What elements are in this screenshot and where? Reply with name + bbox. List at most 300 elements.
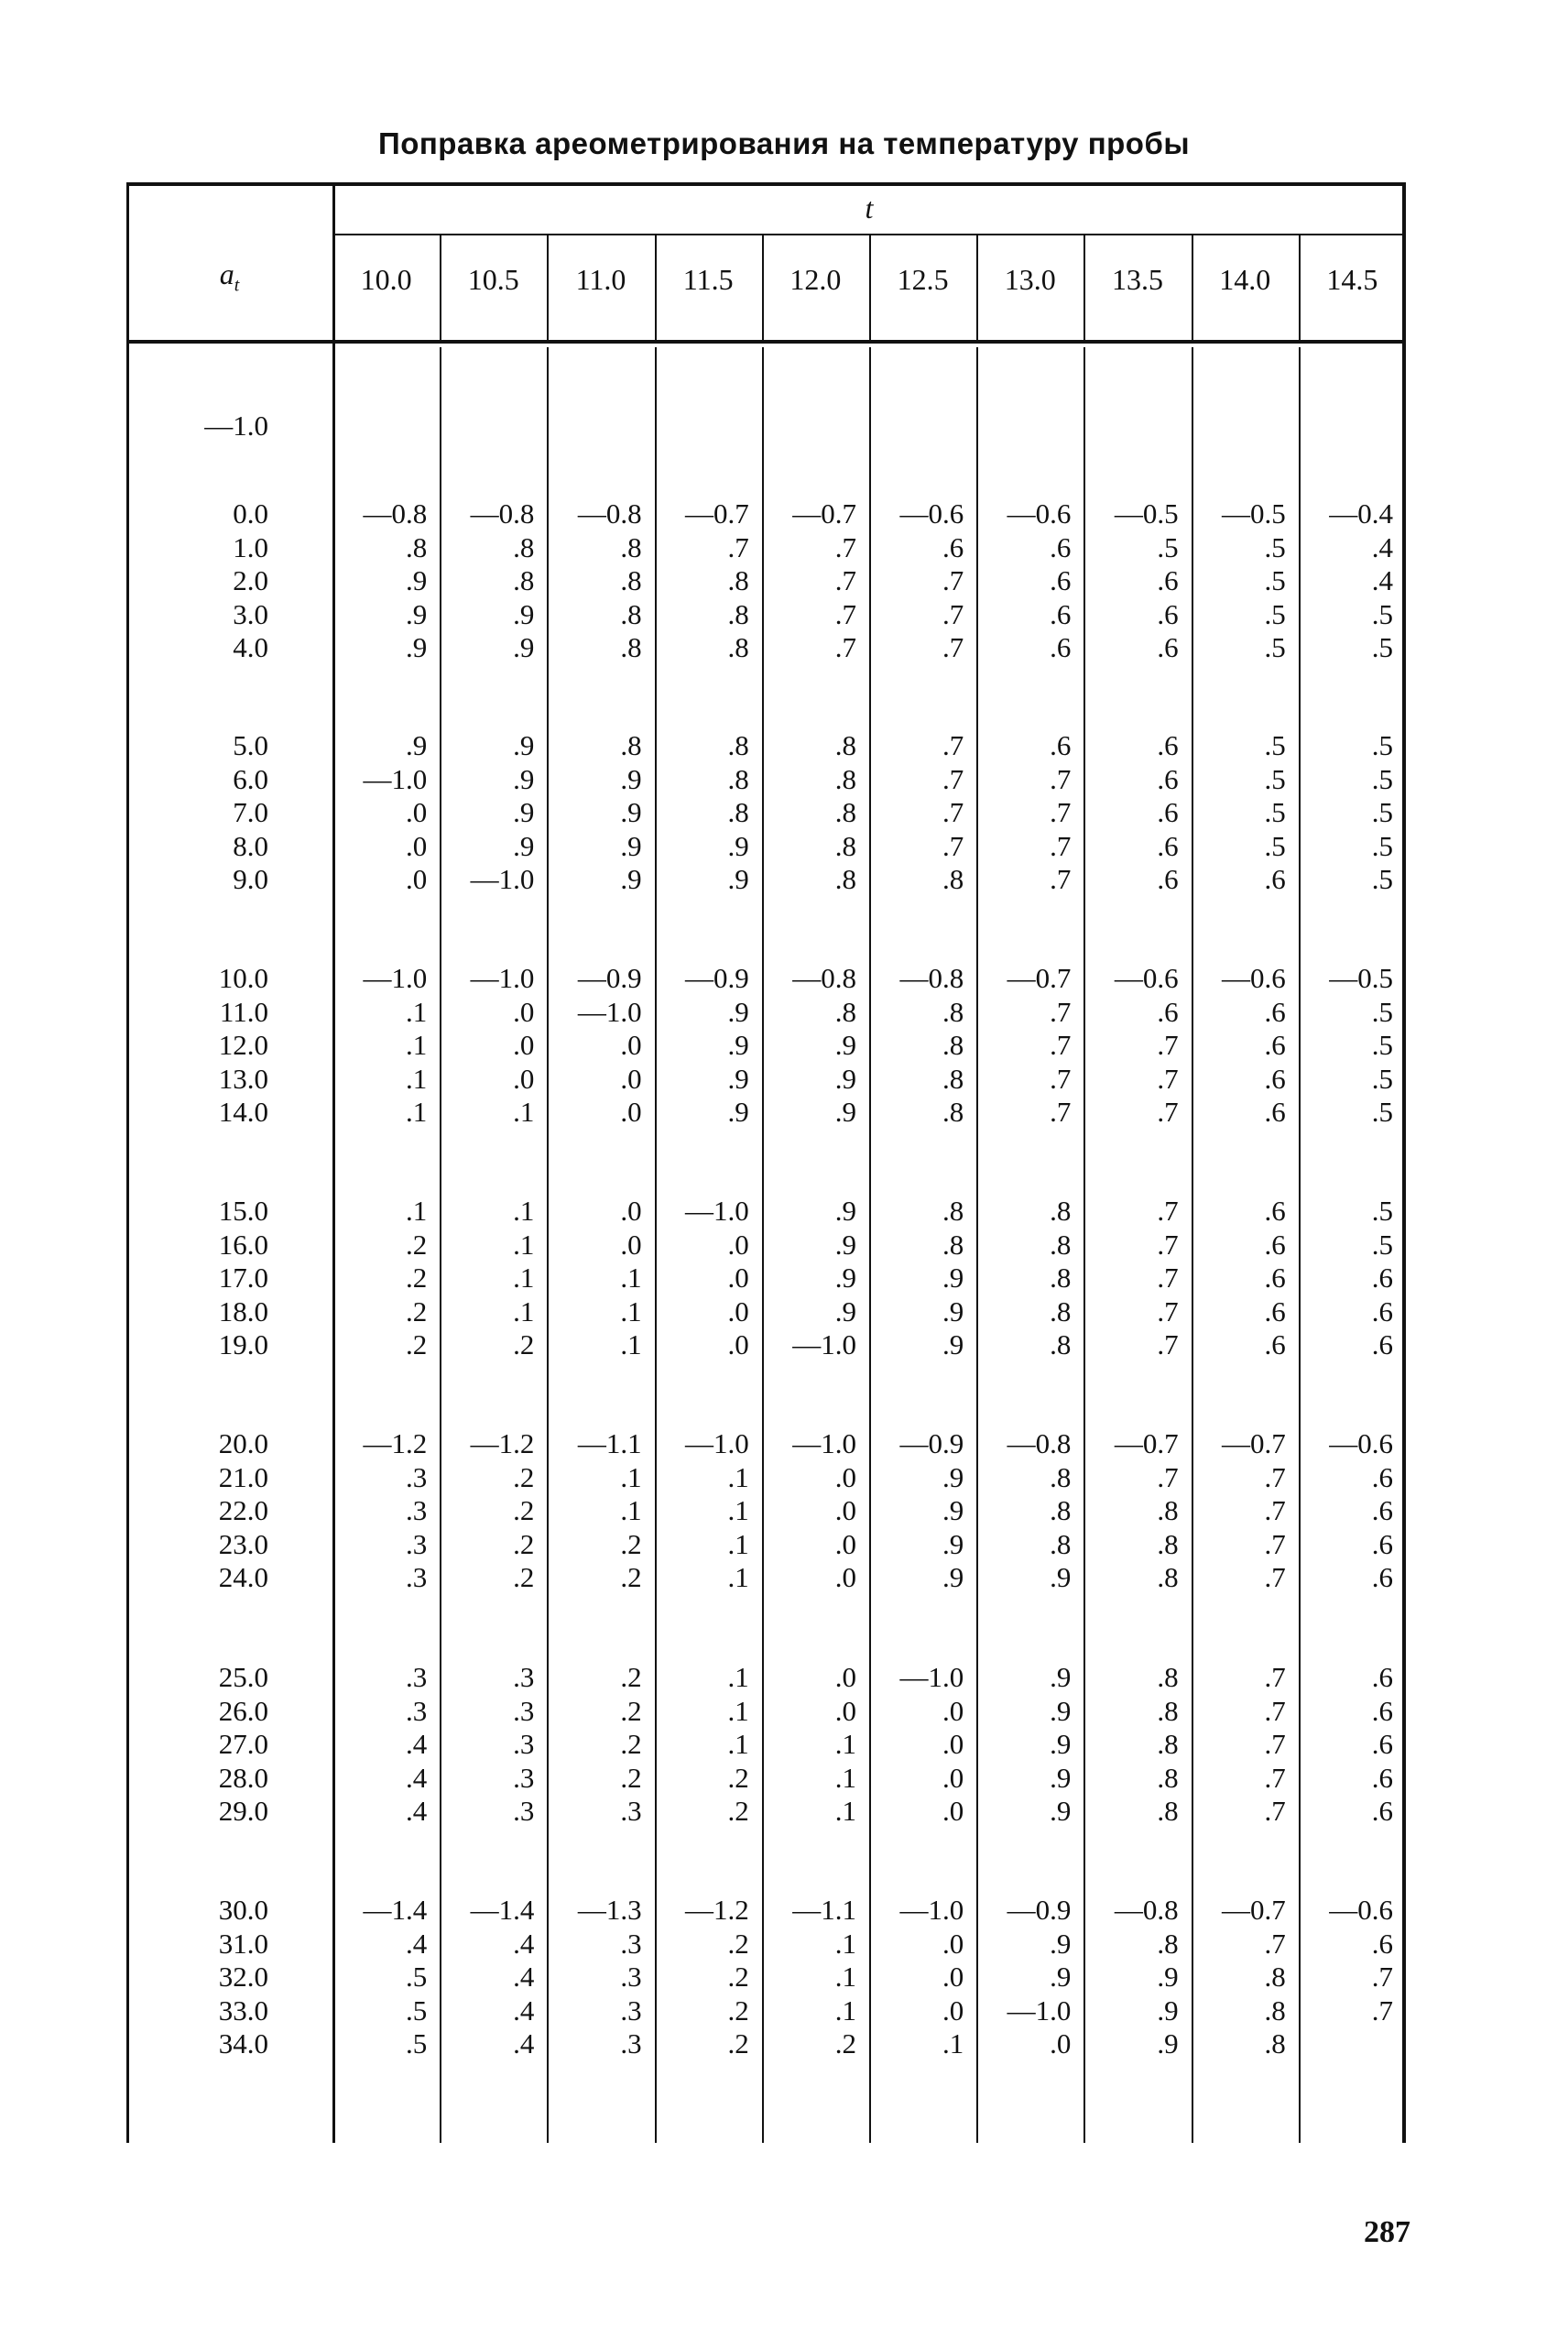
table-cell: .5 bbox=[1371, 1195, 1393, 1227]
table-cell: .9 bbox=[620, 762, 642, 795]
table-cell: .9 bbox=[834, 1228, 856, 1261]
table-cell: —0.6 bbox=[1329, 1894, 1393, 1926]
row-label: 18.0 bbox=[218, 1295, 268, 1327]
table-cell: .0 bbox=[834, 1527, 856, 1560]
table-cell: —0.8 bbox=[1114, 1894, 1179, 1926]
table-cell: —0.8 bbox=[792, 962, 856, 994]
table-cell: .7 bbox=[1264, 1661, 1286, 1693]
table-cell: .8 bbox=[1157, 1661, 1179, 1693]
table-cell: —0.5 bbox=[1329, 962, 1393, 994]
table-cell: .0 bbox=[513, 995, 535, 1028]
table-cell: .2 bbox=[727, 1961, 749, 1993]
table-cell: —1.3 bbox=[577, 1894, 642, 1926]
table-cell: .6 bbox=[1371, 1328, 1393, 1360]
table-cell: .5 bbox=[1264, 631, 1286, 663]
table-cell: .9 bbox=[513, 597, 535, 630]
table-cell: .5 bbox=[1371, 1029, 1393, 1061]
table-cell: .2 bbox=[405, 1262, 428, 1294]
table-cell: .0 bbox=[1050, 2027, 1072, 2059]
table-cell: .2 bbox=[513, 1460, 535, 1493]
table-cell: .9 bbox=[942, 1295, 964, 1327]
column-header: 14.5 bbox=[1326, 263, 1378, 296]
table-cell: .8 bbox=[1050, 1494, 1072, 1526]
table-cell: .8 bbox=[727, 729, 749, 761]
table-cell: .0 bbox=[834, 1561, 856, 1593]
table-cell: .7 bbox=[1264, 1694, 1286, 1727]
row-label: 3.0 bbox=[233, 597, 268, 630]
table-cell: —0.7 bbox=[792, 497, 856, 530]
table-cell: .0 bbox=[834, 1661, 856, 1693]
table-cell: .1 bbox=[834, 1795, 856, 1827]
column-header: 10.5 bbox=[467, 263, 519, 296]
table-cell: .7 bbox=[1264, 1494, 1286, 1526]
table-cell: .6 bbox=[1264, 1328, 1286, 1360]
table-cell: .9 bbox=[834, 1295, 856, 1327]
table-cell: .1 bbox=[834, 1994, 856, 2027]
table-cell: .7 bbox=[1050, 1029, 1072, 1061]
table-cell: —0.6 bbox=[1114, 962, 1179, 994]
table-cell: .7 bbox=[1264, 1795, 1286, 1827]
column-header: 14.0 bbox=[1219, 263, 1271, 296]
table-cell: .1 bbox=[834, 1728, 856, 1760]
table-cell: .1 bbox=[405, 995, 428, 1028]
table-cell: .7 bbox=[1157, 1460, 1179, 1493]
table-cell: .8 bbox=[1050, 1527, 1072, 1560]
table-cell: .9 bbox=[727, 1029, 749, 1061]
table-cell: .8 bbox=[1264, 1961, 1286, 1993]
table-cell: —0.5 bbox=[1222, 497, 1286, 530]
table-cell: .0 bbox=[727, 1262, 749, 1294]
table-cell: .9 bbox=[620, 829, 642, 862]
table-cell: —1.4 bbox=[470, 1894, 535, 1926]
table-cell: .0 bbox=[620, 1195, 642, 1227]
table-cell: .9 bbox=[513, 631, 535, 663]
row-label: 26.0 bbox=[218, 1694, 268, 1727]
row-label: 5.0 bbox=[233, 729, 268, 761]
table-cell: .1 bbox=[942, 2027, 964, 2059]
table-cell: .7 bbox=[942, 762, 964, 795]
column-header: 12.0 bbox=[789, 263, 842, 296]
table-cell: .9 bbox=[1050, 1728, 1072, 1760]
table-cell: .8 bbox=[1050, 1460, 1072, 1493]
table-cell: .7 bbox=[834, 631, 856, 663]
table-cell: .7 bbox=[1050, 762, 1072, 795]
table-cell: .3 bbox=[620, 2027, 642, 2059]
table-cell: .9 bbox=[942, 1460, 964, 1493]
table-cell: .0 bbox=[834, 1460, 856, 1493]
table-cell: .8 bbox=[942, 1029, 964, 1061]
table-cell: .3 bbox=[513, 1761, 535, 1794]
table-cell: .6 bbox=[1157, 597, 1179, 630]
row-label: 8.0 bbox=[233, 829, 268, 862]
table-cell: .0 bbox=[942, 1795, 964, 1827]
table-cell: .0 bbox=[942, 1927, 964, 1960]
table-cell: .7 bbox=[942, 796, 964, 828]
table-cell: .7 bbox=[1264, 1527, 1286, 1560]
table-cell: .4 bbox=[405, 1795, 428, 1827]
table-cell: .9 bbox=[727, 863, 749, 895]
column-header: 11.0 bbox=[575, 263, 626, 296]
table-cell: .6 bbox=[1050, 631, 1072, 663]
table-cell: .9 bbox=[620, 796, 642, 828]
table-cell: —1.2 bbox=[685, 1894, 749, 1926]
table-cell: .8 bbox=[620, 564, 642, 596]
table-cell: —1.0 bbox=[470, 863, 535, 895]
row-label: 7.0 bbox=[233, 796, 268, 828]
table-cell: .1 bbox=[727, 1460, 749, 1493]
table-cell: .9 bbox=[942, 1262, 964, 1294]
table-cell: .2 bbox=[620, 1728, 642, 1760]
table-cell: .7 bbox=[1050, 995, 1072, 1028]
table-cell: —1.0 bbox=[363, 962, 428, 994]
table-cell: .9 bbox=[727, 829, 749, 862]
table-cell: .9 bbox=[1157, 1994, 1179, 2027]
row-label: 16.0 bbox=[218, 1228, 268, 1261]
table-cell: —1.0 bbox=[470, 962, 535, 994]
table-cell: .9 bbox=[1050, 1927, 1072, 1960]
table-cell: .7 bbox=[1264, 1728, 1286, 1760]
table-cell: .9 bbox=[513, 829, 535, 862]
table-top-rule bbox=[126, 182, 1406, 186]
table-cell: .5 bbox=[1264, 564, 1286, 596]
table-cell: .7 bbox=[1157, 1029, 1179, 1061]
table-cell: .3 bbox=[405, 1460, 428, 1493]
table-cell: .8 bbox=[834, 796, 856, 828]
table-cell: .2 bbox=[727, 1927, 749, 1960]
table-cell: .8 bbox=[1157, 1927, 1179, 1960]
table-cell: .8 bbox=[942, 1062, 964, 1095]
table-cell: .7 bbox=[834, 564, 856, 596]
table-cell: —0.8 bbox=[470, 497, 535, 530]
table-cell: .8 bbox=[620, 631, 642, 663]
table-cell: .6 bbox=[1371, 1527, 1393, 1560]
table-cell: .7 bbox=[942, 564, 964, 596]
table-cell: .8 bbox=[1264, 1994, 1286, 2027]
table-cell: .6 bbox=[1371, 1262, 1393, 1294]
table-cell: .6 bbox=[1264, 995, 1286, 1028]
table-cell: —1.0 bbox=[685, 1195, 749, 1227]
row-label: 2.0 bbox=[233, 564, 268, 596]
table-cell: .6 bbox=[1264, 1096, 1286, 1128]
table-cell: .6 bbox=[1371, 1295, 1393, 1327]
table-cell: .7 bbox=[1157, 1262, 1179, 1294]
table-cell: .9 bbox=[942, 1494, 964, 1526]
table-cell: .5 bbox=[1371, 863, 1393, 895]
table-cell: .8 bbox=[834, 863, 856, 895]
table-cell: .8 bbox=[942, 863, 964, 895]
table-cell: —0.9 bbox=[577, 962, 642, 994]
table-cell: —0.6 bbox=[1222, 962, 1286, 994]
row-label: 1.0 bbox=[233, 530, 268, 563]
table-cell: .4 bbox=[1371, 564, 1393, 596]
table-cell: —0.7 bbox=[685, 497, 749, 530]
table-cell: —1.1 bbox=[577, 1427, 642, 1459]
row-label-subscript: t bbox=[234, 275, 240, 296]
table-cell: .6 bbox=[1157, 762, 1179, 795]
table-cell: .4 bbox=[513, 2027, 535, 2059]
table-cell: .4 bbox=[405, 1728, 428, 1760]
table-cell: .5 bbox=[1371, 729, 1393, 761]
table-cell: .8 bbox=[942, 1096, 964, 1128]
table-cell: .5 bbox=[1264, 729, 1286, 761]
table-cell: —1.0 bbox=[792, 1427, 856, 1459]
table-cell: —0.7 bbox=[1007, 962, 1072, 994]
table-cell: .8 bbox=[1157, 1694, 1179, 1727]
table-cell: —0.8 bbox=[899, 962, 964, 994]
row-label: 27.0 bbox=[218, 1728, 268, 1760]
table-cell: .5 bbox=[1264, 796, 1286, 828]
table-cell: .3 bbox=[620, 1795, 642, 1827]
table-cell: .1 bbox=[727, 1694, 749, 1727]
table-cell: .9 bbox=[405, 729, 428, 761]
table-cell: .5 bbox=[1264, 530, 1286, 563]
table-cell: .6 bbox=[1371, 1761, 1393, 1794]
table-cell: .5 bbox=[1371, 631, 1393, 663]
table-cell: —1.2 bbox=[470, 1427, 535, 1459]
table-cell: .7 bbox=[1157, 1096, 1179, 1128]
table-cell: .3 bbox=[513, 1694, 535, 1727]
table-cell: .9 bbox=[1050, 1795, 1072, 1827]
table-cell: —0.6 bbox=[899, 497, 964, 530]
table-cell: .7 bbox=[1050, 1096, 1072, 1128]
table-cell: .3 bbox=[620, 1961, 642, 1993]
table-cell: .1 bbox=[513, 1195, 535, 1227]
table-cell: —0.9 bbox=[685, 962, 749, 994]
table-cell: .3 bbox=[405, 1661, 428, 1693]
row-label: 30.0 bbox=[218, 1894, 268, 1926]
table-cell: .8 bbox=[834, 729, 856, 761]
table-cell: .5 bbox=[1264, 829, 1286, 862]
table-cell: .5 bbox=[1371, 762, 1393, 795]
table-cell: .7 bbox=[1050, 863, 1072, 895]
table-cell: —1.0 bbox=[577, 995, 642, 1028]
table-cell: .0 bbox=[942, 1761, 964, 1794]
table-cell: .5 bbox=[1264, 762, 1286, 795]
table-cell: .7 bbox=[1050, 1062, 1072, 1095]
table-cell: .8 bbox=[727, 762, 749, 795]
table-cell: .8 bbox=[727, 597, 749, 630]
row-label: 11.0 bbox=[219, 995, 268, 1028]
table-cell: —1.0 bbox=[1007, 1994, 1072, 2027]
table-cell: .3 bbox=[405, 1694, 428, 1727]
table-cell: .7 bbox=[1157, 1228, 1179, 1261]
table-cell: —0.9 bbox=[1007, 1894, 1072, 1926]
row-label: 24.0 bbox=[218, 1561, 268, 1593]
table-right-border bbox=[1402, 182, 1406, 2143]
table-cell: .5 bbox=[1371, 1096, 1393, 1128]
table-cell: .0 bbox=[620, 1228, 642, 1261]
table-cell: .6 bbox=[1050, 564, 1072, 596]
header-bottom-rule bbox=[126, 340, 1406, 344]
table-cell: .9 bbox=[942, 1527, 964, 1560]
table-cell: —1.0 bbox=[685, 1427, 749, 1459]
table-cell: .6 bbox=[1264, 1295, 1286, 1327]
table-cell: .4 bbox=[405, 1927, 428, 1960]
table-cell: .8 bbox=[1157, 1795, 1179, 1827]
table-cell: .2 bbox=[620, 1694, 642, 1727]
table-cell: .8 bbox=[1157, 1494, 1179, 1526]
table-cell: .6 bbox=[1050, 530, 1072, 563]
table-cell: —0.4 bbox=[1329, 497, 1393, 530]
table-cell: .8 bbox=[1050, 1328, 1072, 1360]
table-cell: .9 bbox=[1050, 1761, 1072, 1794]
table-cell: .6 bbox=[1371, 1561, 1393, 1593]
table-cell: .9 bbox=[727, 1062, 749, 1095]
table-cell: .1 bbox=[620, 1328, 642, 1360]
table-cell: .0 bbox=[942, 1961, 964, 1993]
table-cell: .7 bbox=[1371, 1961, 1393, 1993]
table-cell: .4 bbox=[1371, 530, 1393, 563]
table-cell: .6 bbox=[1157, 564, 1179, 596]
table-cell: .8 bbox=[727, 796, 749, 828]
table-cell: .8 bbox=[405, 530, 428, 563]
table-cell: .1 bbox=[405, 1195, 428, 1227]
table-cell: .6 bbox=[1264, 1195, 1286, 1227]
table-cell: .7 bbox=[1050, 796, 1072, 828]
table-cell: .8 bbox=[513, 564, 535, 596]
table-cell: .5 bbox=[1371, 995, 1393, 1028]
table-cell: .6 bbox=[1371, 1694, 1393, 1727]
table-cell: .7 bbox=[1157, 1295, 1179, 1327]
table-cell: .1 bbox=[405, 1096, 428, 1128]
row-label: —1.0 bbox=[204, 410, 268, 442]
row-label: 29.0 bbox=[218, 1795, 268, 1827]
table-cell: —1.0 bbox=[899, 1661, 964, 1693]
row-label: 23.0 bbox=[218, 1527, 268, 1560]
table-cell: .6 bbox=[1050, 729, 1072, 761]
table-cell: .8 bbox=[834, 829, 856, 862]
table-cell: .8 bbox=[834, 762, 856, 795]
column-header: 10.0 bbox=[360, 263, 412, 296]
table-cell: .6 bbox=[1371, 1494, 1393, 1526]
table-cell: .0 bbox=[405, 829, 428, 862]
table-cell: .6 bbox=[1157, 995, 1179, 1028]
table-cell: .2 bbox=[620, 1561, 642, 1593]
table-cell: .2 bbox=[513, 1527, 535, 1560]
row-label: 33.0 bbox=[218, 1994, 268, 2027]
table-cell: .7 bbox=[727, 530, 749, 563]
table-cell: .7 bbox=[942, 729, 964, 761]
table-cell: .8 bbox=[620, 729, 642, 761]
table-cell: .8 bbox=[1050, 1295, 1072, 1327]
stub-separator bbox=[332, 182, 335, 2143]
table-cell: .7 bbox=[1264, 1561, 1286, 1593]
table-cell: .5 bbox=[1371, 796, 1393, 828]
row-label: 20.0 bbox=[218, 1427, 268, 1459]
table-cell: .3 bbox=[405, 1527, 428, 1560]
table-cell: .7 bbox=[1050, 829, 1072, 862]
table-cell: .1 bbox=[834, 1961, 856, 1993]
table-cell: —1.0 bbox=[792, 1328, 856, 1360]
row-label: 9.0 bbox=[233, 863, 268, 895]
table-cell: .9 bbox=[513, 796, 535, 828]
table-cell: .4 bbox=[513, 1927, 535, 1960]
table-cell: —1.1 bbox=[792, 1894, 856, 1926]
row-label: 15.0 bbox=[218, 1195, 268, 1227]
table-cell: .3 bbox=[513, 1795, 535, 1827]
table-cell: .3 bbox=[405, 1494, 428, 1526]
table-cell: —0.8 bbox=[363, 497, 428, 530]
table-cell: .9 bbox=[1050, 1561, 1072, 1593]
table-cell: .1 bbox=[727, 1561, 749, 1593]
table-cell: —0.8 bbox=[1007, 1427, 1072, 1459]
row-label-header bbox=[126, 257, 332, 296]
table-cell: .1 bbox=[727, 1661, 749, 1693]
table-cell: .0 bbox=[620, 1096, 642, 1128]
table-cell: .1 bbox=[620, 1494, 642, 1526]
table-cell: .1 bbox=[834, 1761, 856, 1794]
table-cell: .2 bbox=[405, 1228, 428, 1261]
table-cell: .8 bbox=[727, 564, 749, 596]
row-label: 0.0 bbox=[233, 497, 268, 530]
table-cell: .0 bbox=[834, 1694, 856, 1727]
row-label: 6.0 bbox=[233, 762, 268, 795]
table-cell: .6 bbox=[1157, 863, 1179, 895]
table-cell: .0 bbox=[942, 1728, 964, 1760]
row-label: 25.0 bbox=[218, 1661, 268, 1693]
table-cell: —0.5 bbox=[1114, 497, 1179, 530]
table-cell: .5 bbox=[1264, 597, 1286, 630]
table-cell: .6 bbox=[1371, 1661, 1393, 1693]
table-cell: .3 bbox=[620, 1994, 642, 2027]
table-cell: .8 bbox=[1157, 1728, 1179, 1760]
row-label: 28.0 bbox=[218, 1761, 268, 1794]
table-cell: .6 bbox=[1157, 729, 1179, 761]
table-cell: .2 bbox=[727, 1795, 749, 1827]
row-label: 14.0 bbox=[218, 1096, 268, 1128]
table-cell: .7 bbox=[1157, 1328, 1179, 1360]
table-cell: .5 bbox=[405, 1961, 428, 1993]
table-cell: .1 bbox=[513, 1228, 535, 1261]
table-cell: .9 bbox=[834, 1062, 856, 1095]
table-cell: .2 bbox=[727, 1994, 749, 2027]
table-cell: .2 bbox=[405, 1328, 428, 1360]
table-cell: .9 bbox=[405, 631, 428, 663]
correction-table bbox=[126, 182, 1406, 2143]
table-cell: .9 bbox=[620, 863, 642, 895]
table-cell: .6 bbox=[1371, 1728, 1393, 1760]
table-cell: .0 bbox=[513, 1062, 535, 1095]
table-cell: .9 bbox=[834, 1096, 856, 1128]
table-cell: .3 bbox=[513, 1728, 535, 1760]
table-cell: .4 bbox=[513, 1961, 535, 1993]
table-cell: .1 bbox=[727, 1494, 749, 1526]
table-cell: .1 bbox=[620, 1262, 642, 1294]
table-cell: .4 bbox=[405, 1761, 428, 1794]
table-cell: .8 bbox=[727, 631, 749, 663]
table-cell: .9 bbox=[405, 564, 428, 596]
table-cell: .8 bbox=[1050, 1228, 1072, 1261]
row-label: 4.0 bbox=[233, 631, 268, 663]
table-cell: .1 bbox=[513, 1295, 535, 1327]
column-header: 11.5 bbox=[682, 263, 734, 296]
table-cell: .1 bbox=[620, 1295, 642, 1327]
table-cell: .5 bbox=[1371, 1062, 1393, 1095]
table-cell: —0.6 bbox=[1329, 1427, 1393, 1459]
table-cell: .1 bbox=[405, 1029, 428, 1061]
table-cell: .5 bbox=[1371, 597, 1393, 630]
table-cell: .2 bbox=[405, 1295, 428, 1327]
table-cell: .0 bbox=[942, 1994, 964, 2027]
table-cell: .9 bbox=[513, 762, 535, 795]
table-cell: .8 bbox=[1264, 2027, 1286, 2059]
table-cell: .8 bbox=[942, 1195, 964, 1227]
table-cell: .2 bbox=[513, 1561, 535, 1593]
table-cell: —0.9 bbox=[899, 1427, 964, 1459]
table-cell: .1 bbox=[834, 1927, 856, 1960]
table-cell: .0 bbox=[513, 1029, 535, 1061]
row-label: 34.0 bbox=[218, 2027, 268, 2059]
